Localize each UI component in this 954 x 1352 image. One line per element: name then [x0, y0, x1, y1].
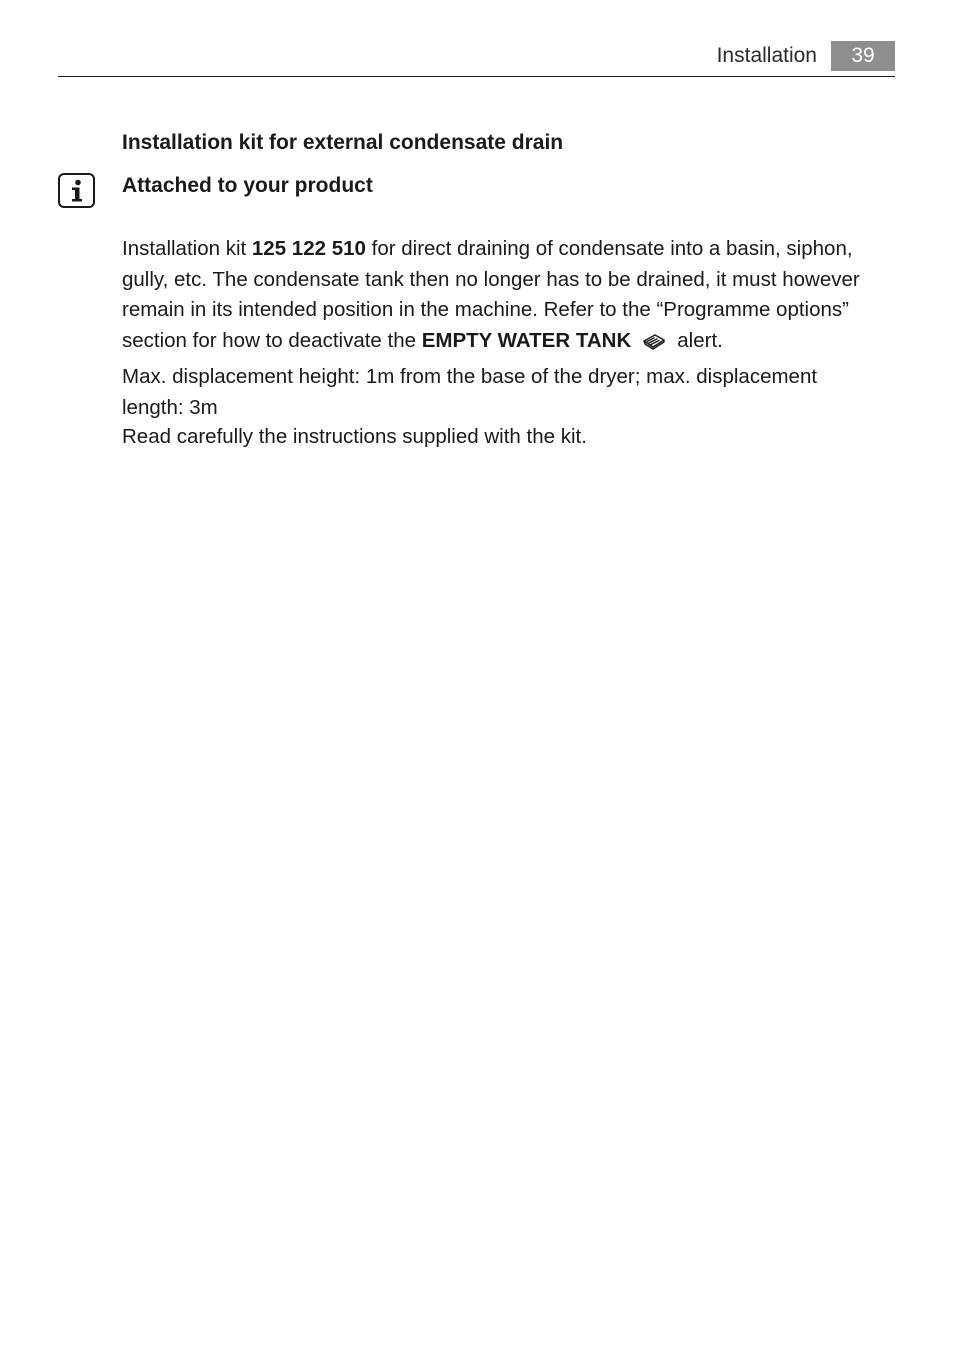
page-number: 39 — [831, 41, 895, 71]
displacement-line-2: length: 3m — [122, 395, 218, 419]
info-icon — [58, 173, 95, 208]
heading-installation-kit: Installation kit for external condensate drain — [122, 131, 564, 154]
paragraph-read-instructions: Read carefully the instructions supplied with the kit. — [122, 425, 587, 448]
kit-part-number: 125 122 510 — [251, 237, 366, 260]
heading-attached: Attached to your product — [122, 174, 373, 197]
section-label: Installation — [716, 44, 817, 67]
header-divider — [58, 76, 895, 77]
empty-water-tank-icon — [641, 332, 667, 350]
paragraph-kit-description — [122, 234, 895, 356]
kit-description-text-continued: for direct draining of condensate into a basin, siphon, gully, etc. The condensate tank then no longer has to be drained, it must however remain in its intended position in the machine. Refer to the “Programme options” section for how to deactivate the — [122, 237, 860, 352]
kit-description-text: Installation kit — [122, 237, 252, 260]
alert-name: EMPTY WATER TANK — [421, 328, 632, 352]
alert-suffix: alert. — [677, 328, 723, 352]
displacement-line-1: Max. displacement height: 1m from the base of the dryer; max. displacement — [122, 365, 818, 388]
paragraph-displacement — [122, 362, 895, 423]
